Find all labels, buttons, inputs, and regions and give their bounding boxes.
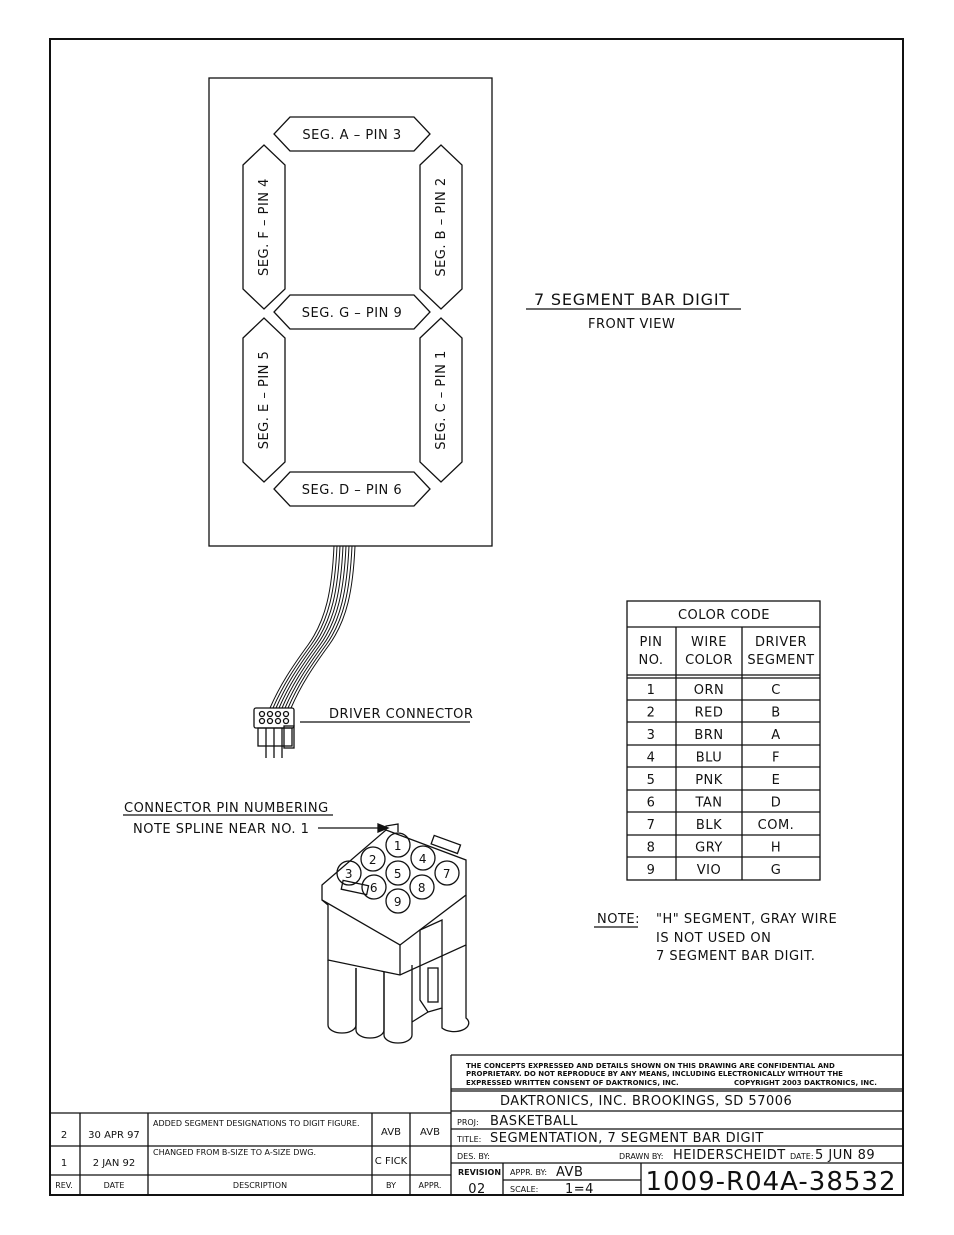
- rev-header-date: DATE: [103, 1181, 125, 1190]
- rev-1-description: CHANGED FROM B-SIZE TO A-SIZE DWG.: [153, 1148, 317, 1157]
- proj-label: PROJ:: [457, 1118, 479, 1127]
- segment-c-label: SEG. C – PIN 1: [434, 350, 449, 450]
- header-wire-1: WIRE: [691, 635, 727, 650]
- color-code-driver-segment-cell: E: [771, 773, 781, 788]
- color-code-wire-color-cell: VIO: [696, 863, 722, 878]
- color-code-title: COLOR CODE: [677, 608, 771, 623]
- digit-subtitle: FRONT VIEW: [588, 317, 676, 332]
- drawn-by: HEIDERSCHEIDT: [673, 1148, 786, 1163]
- color-code-wire-color-cell: ORN: [693, 683, 725, 698]
- header-driver-1: DRIVER: [754, 635, 808, 650]
- note-line-2: IS NOT USED ON: [656, 931, 772, 946]
- driver-connector-small: [254, 708, 294, 758]
- rev-2-description: ADDED SEGMENT DESIGNATIONS TO DIGIT FIGURE.: [153, 1119, 360, 1128]
- date-value: 5 JUN 89: [815, 1148, 876, 1163]
- segment-b-label: SEG. B – PIN 2: [434, 177, 449, 277]
- rev-header-description: DESCRIPTION: [232, 1181, 288, 1190]
- driver-connector-label: DRIVER CONNECTOR: [329, 707, 474, 722]
- des-label: DES. BY:: [457, 1152, 490, 1161]
- connector-title: CONNECTOR PIN NUMBERING: [124, 801, 329, 816]
- scale-value: 1=4: [565, 1182, 594, 1197]
- proj-value: BASKETBALL: [490, 1114, 579, 1129]
- color-code-driver-segment-cell: A: [771, 728, 781, 743]
- pin-2: 2: [368, 853, 378, 867]
- revision-label: REVISION: [458, 1168, 502, 1177]
- connector-large: [322, 824, 469, 1043]
- appr-label: APPR. BY:: [510, 1168, 548, 1177]
- digit-title: 7 SEGMENT BAR DIGIT: [534, 290, 730, 309]
- rev-1-number: 1: [60, 1158, 68, 1169]
- color-code-driver-segment-cell: H: [770, 840, 782, 856]
- color-code-pin-cell: 7: [646, 818, 656, 833]
- copyright: COPYRIGHT 2003 DAKTRONICS, INC.: [734, 1079, 877, 1087]
- color-code-wire-color-cell: BRN: [694, 728, 724, 743]
- rev-header-appr: APPR.: [418, 1181, 442, 1190]
- color-code-driver-segment-cell: B: [771, 705, 781, 721]
- segment-f-label: SEG. F – PIN 4: [257, 178, 272, 276]
- header-driver-2: SEGMENT: [747, 653, 815, 668]
- color-code-pin-cell: 4: [646, 750, 656, 766]
- pin-9: 9: [393, 895, 403, 909]
- appr-value: AVB: [556, 1165, 584, 1180]
- pin-7: 7: [442, 867, 452, 881]
- color-code-wire-color-cell: BLU: [695, 750, 723, 766]
- color-code-wire-color-cell: GRY: [695, 840, 723, 856]
- confidential-line-1: THE CONCEPTS EXPRESSED AND DETAILS SHOWN ON THIS DRAWING ARE CONFIDENTIAL AND: [466, 1062, 835, 1070]
- color-code-pin-cell: 3: [646, 728, 656, 743]
- date-label: DATE:: [790, 1152, 814, 1161]
- header-pin-1: PIN: [639, 635, 663, 650]
- color-code-pin-cell: 8: [646, 840, 656, 856]
- rev-header-by: BY: [386, 1181, 396, 1190]
- color-code-pin-cell: 5: [646, 773, 656, 788]
- scale-label: SCALE:: [510, 1185, 539, 1194]
- color-code-pin-cell: 6: [646, 795, 656, 811]
- pin-8: 8: [417, 881, 427, 895]
- segment-d-label: SEG. D – PIN 6: [301, 483, 403, 498]
- segment-g-label: SEG. G – PIN 9: [301, 306, 403, 321]
- color-code-driver-segment-cell: COM.: [757, 818, 795, 833]
- color-code-driver-segment-cell: G: [770, 863, 782, 878]
- rev-1-by: C FICK: [374, 1156, 408, 1167]
- pin-5: 5: [393, 867, 403, 881]
- rev-2-date: 30 APR 97: [88, 1130, 140, 1141]
- color-code-pin-cell: 2: [646, 705, 656, 721]
- segment-a-label: SEG. A – PIN 3: [302, 128, 402, 143]
- title-label: TITLE:: [457, 1135, 482, 1144]
- color-code-driver-segment-cell: C: [771, 683, 781, 698]
- pin-6: 6: [369, 881, 379, 895]
- pin-1: 1: [393, 839, 403, 853]
- company-line: DAKTRONICS, INC. BROOKINGS, SD 57006: [500, 1094, 793, 1109]
- title-value: SEGMENTATION, 7 SEGMENT BAR DIGIT: [490, 1131, 764, 1146]
- note-label: NOTE:: [597, 912, 640, 927]
- color-code-rows: [647, 683, 795, 878]
- confidential-line-2: PROPRIETARY. DO NOT REPRODUCE BY ANY MEANS, INCLUDING ELECTRONICALLY WITHOUT THE: [466, 1070, 843, 1078]
- note-line-1: "H" SEGMENT, GRAY WIRE: [656, 912, 838, 927]
- header-wire-2: COLOR: [685, 653, 733, 668]
- rev-1-date: 2 JAN 92: [92, 1158, 136, 1169]
- rev-2-by: AVB: [381, 1127, 401, 1138]
- header-pin-2: NO.: [638, 653, 664, 668]
- wire-bundle: [270, 546, 355, 708]
- drawn-label: DRAWN BY:: [619, 1152, 664, 1161]
- color-code-driver-segment-cell: F: [772, 750, 780, 766]
- connector-note: NOTE SPLINE NEAR NO. 1: [133, 822, 310, 837]
- color-code-wire-color-cell: TAN: [695, 795, 723, 811]
- confidential-line-3: EXPRESSED WRITTEN CONSENT OF DAKTRONICS, INC.: [466, 1079, 679, 1087]
- note-line-3: 7 SEGMENT BAR DIGIT.: [656, 949, 816, 964]
- color-code-pin-cell: 9: [646, 863, 656, 878]
- color-code-wire-color-cell: PNK: [695, 773, 723, 788]
- drawing-number: 1009-R04A-38532: [645, 1167, 897, 1197]
- pin-3: 3: [344, 867, 354, 881]
- rev-2-appr: AVB: [420, 1127, 440, 1138]
- color-code-driver-segment-cell: D: [770, 795, 782, 811]
- segment-e-label: SEG. E – PIN 5: [257, 350, 272, 450]
- revision-value: 02: [468, 1182, 486, 1197]
- pin-4: 4: [418, 852, 428, 866]
- color-code-pin-cell: 1: [646, 683, 656, 698]
- rev-header-rev: REV.: [55, 1181, 73, 1190]
- color-code-wire-color-cell: BLK: [695, 818, 723, 833]
- rev-2-number: 2: [60, 1130, 68, 1141]
- color-code-wire-color-cell: RED: [694, 705, 724, 721]
